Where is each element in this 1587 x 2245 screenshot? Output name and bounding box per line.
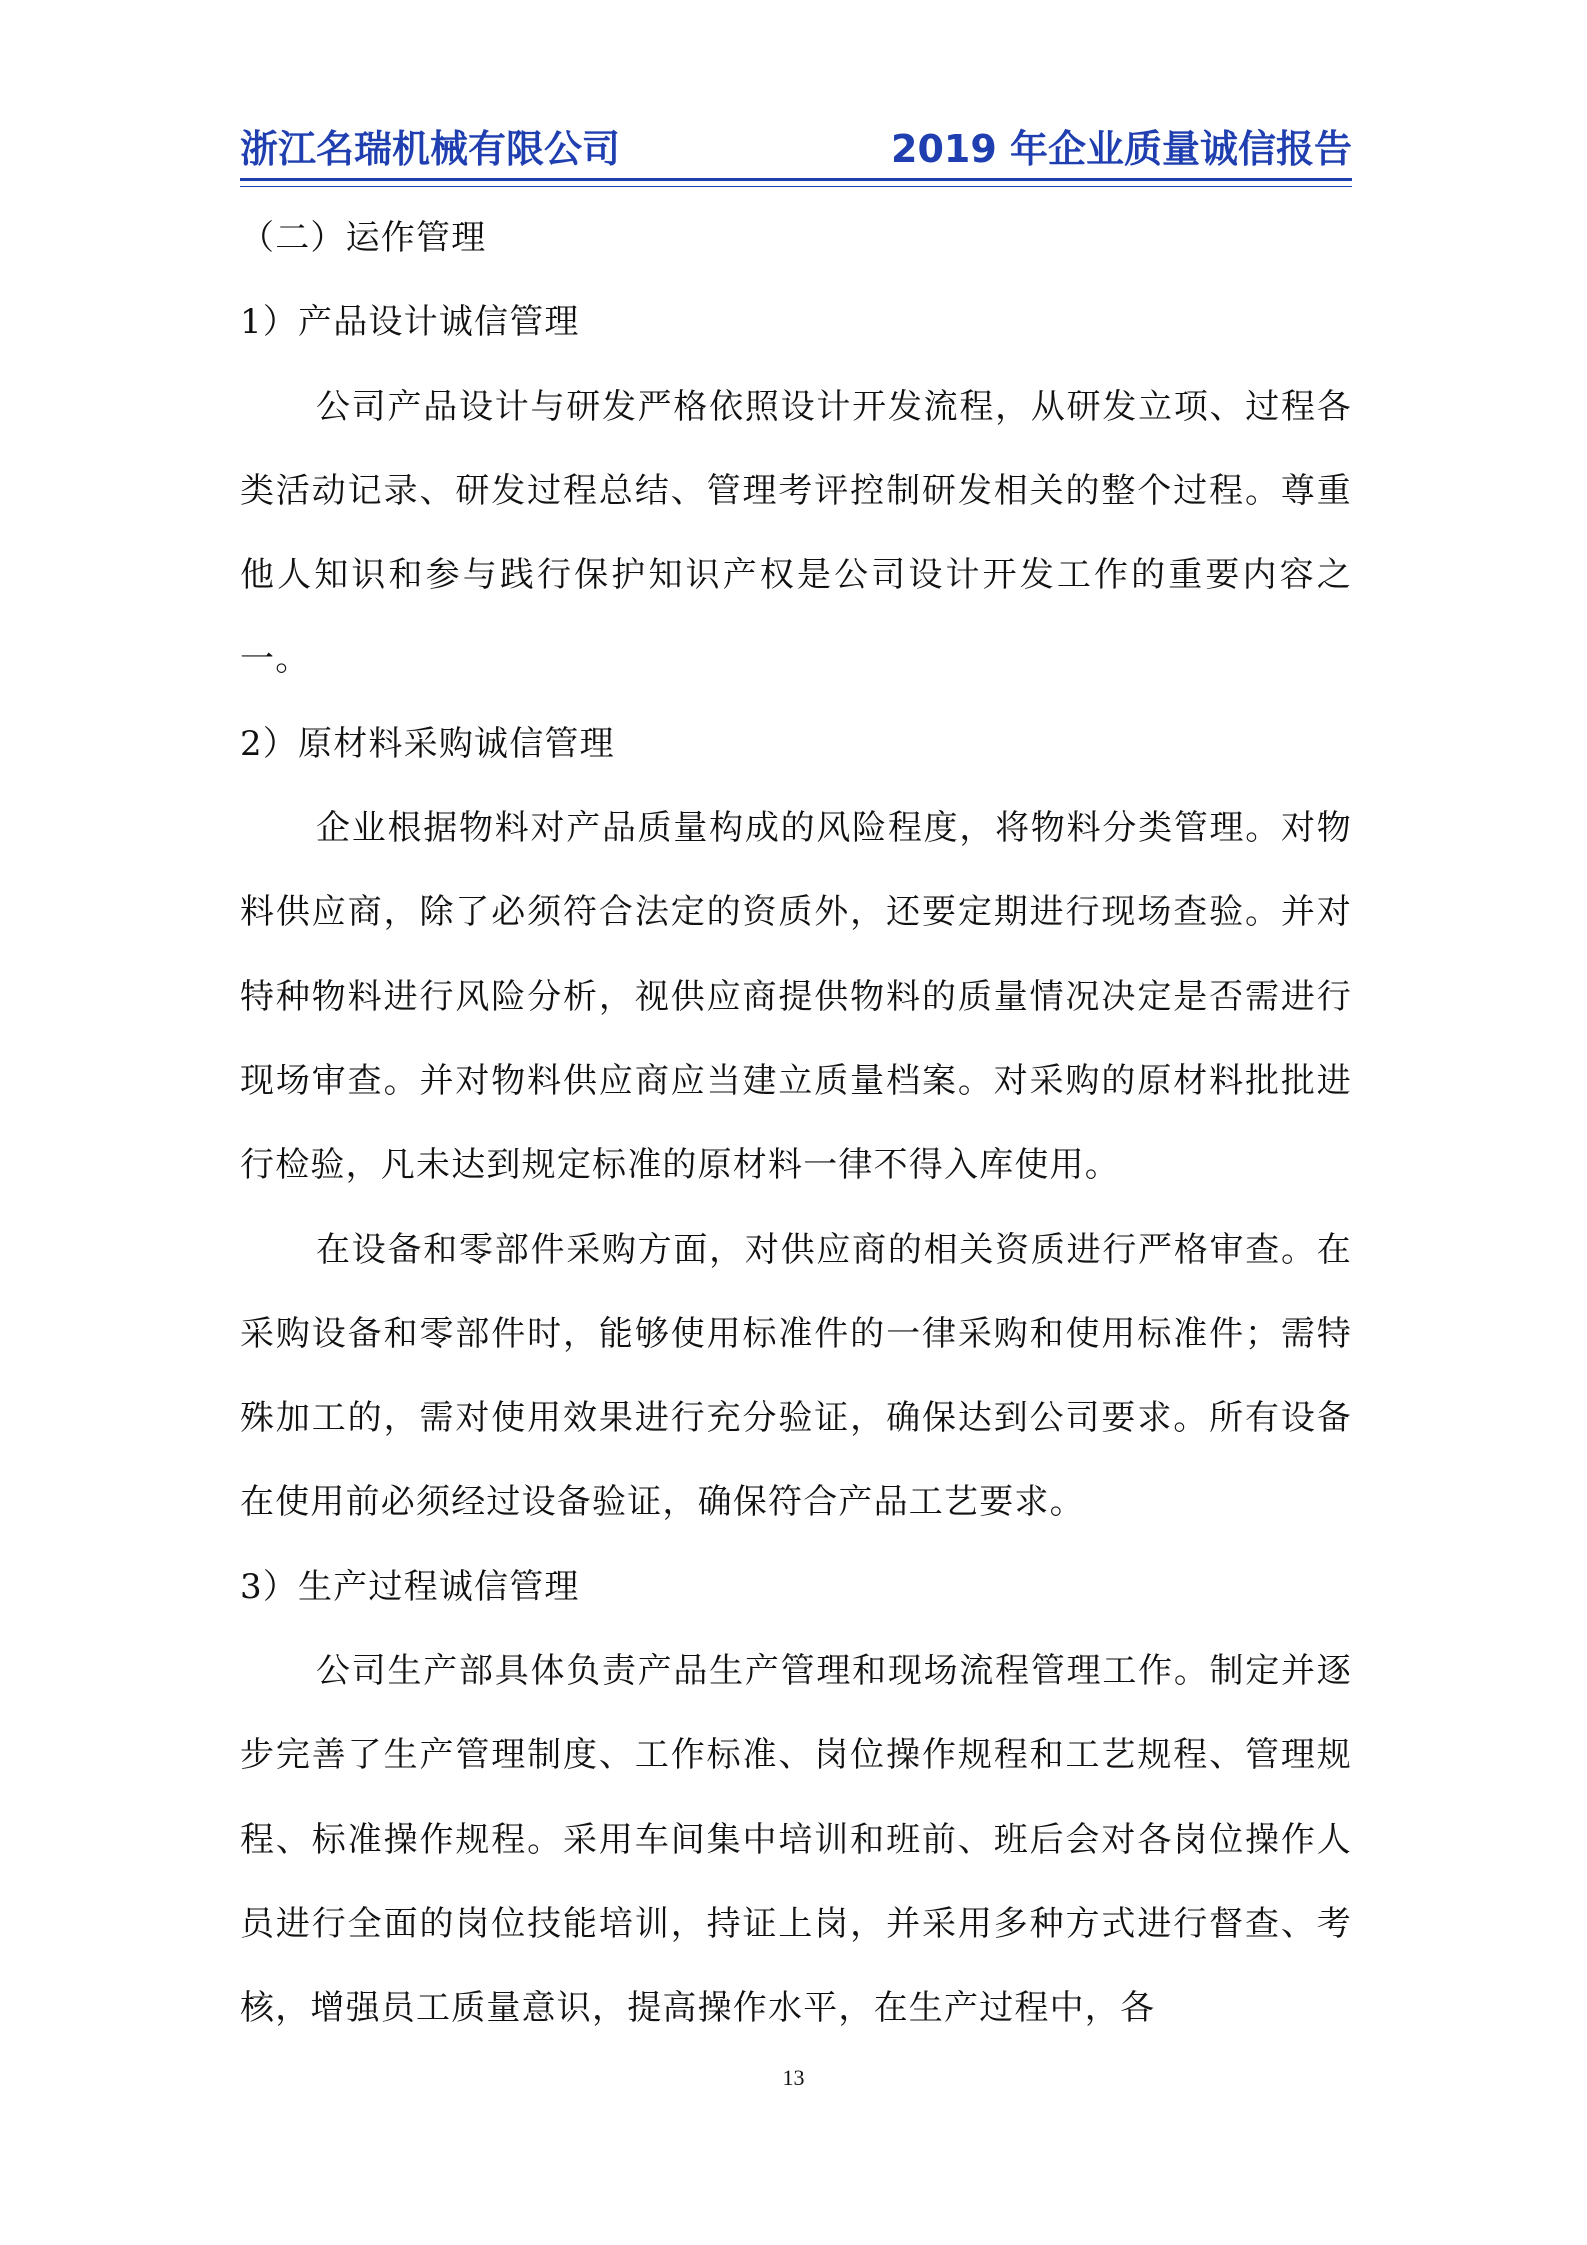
report-title: 2019 年企业质量诚信报告 [891, 127, 1352, 171]
page-number: 13 [782, 2065, 805, 2090]
heading-procurement: 2）原材料采购诚信管理 [240, 723, 615, 764]
paragraph-production: 公司生产部具体负责产品生产管理和现场流程管理工作。制定并逐步完善了生产管理制度、工作标准、岗位操作规程和工艺规程、管理规程、标准操作规程。采用车间集中培训和班前、班后会对各岗位操作人员进行全面的岗位技能培训，持证上岗，并采用多种方式进行督查、考核，增强员工质量意识，提高操作水平，在生产过程中，各 [240, 1651, 1352, 2029]
company-name: 浙江名瑞机械有限公司 [240, 127, 621, 171]
paragraph-design: 公司产品设计与研发严格依照设计开发流程，从研发立项、过程各类活动记录、研发过程总结、管理考评控制研发相关的整个过程。尊重他人知识和参与践行保护知识产权是公司设计开发工作的重要内容之一。 [240, 386, 1352, 680]
heading-design: 1）产品设计诚信管理 [240, 302, 580, 343]
heading-production: 3）生产过程诚信管理 [240, 1566, 580, 1607]
page-header [240, 122, 1352, 181]
paragraph-procurement-equipment: 在设备和零部件采购方面，对供应商的相关资质进行严格审查。在采购设备和零部件时，能够使用标准件的一律采购和使用标准件；需特殊加工的，需对使用效果进行充分验证，确保达到公司要求。所有设备在使用前必须经过设备验证，确保符合产品工艺要求。 [240, 1229, 1352, 1523]
paragraph-procurement-materials: 企业根据物料对产品质量构成的风险程度，将物料分类管理。对物料供应商，除了必须符合法定的资质外，还要定期进行现场查验。并对特种物料进行风险分析，视供应商提供物料的质量情况决定是否需进行现场审查。并对物料供应商应当建立质量档案。对采购的原材料批批进行检验，凡未达到规定标准的原材料一律不得入库使用。 [240, 808, 1352, 1186]
section-title: （二）运作管理 [240, 218, 487, 258]
document-body [240, 196, 1352, 2051]
